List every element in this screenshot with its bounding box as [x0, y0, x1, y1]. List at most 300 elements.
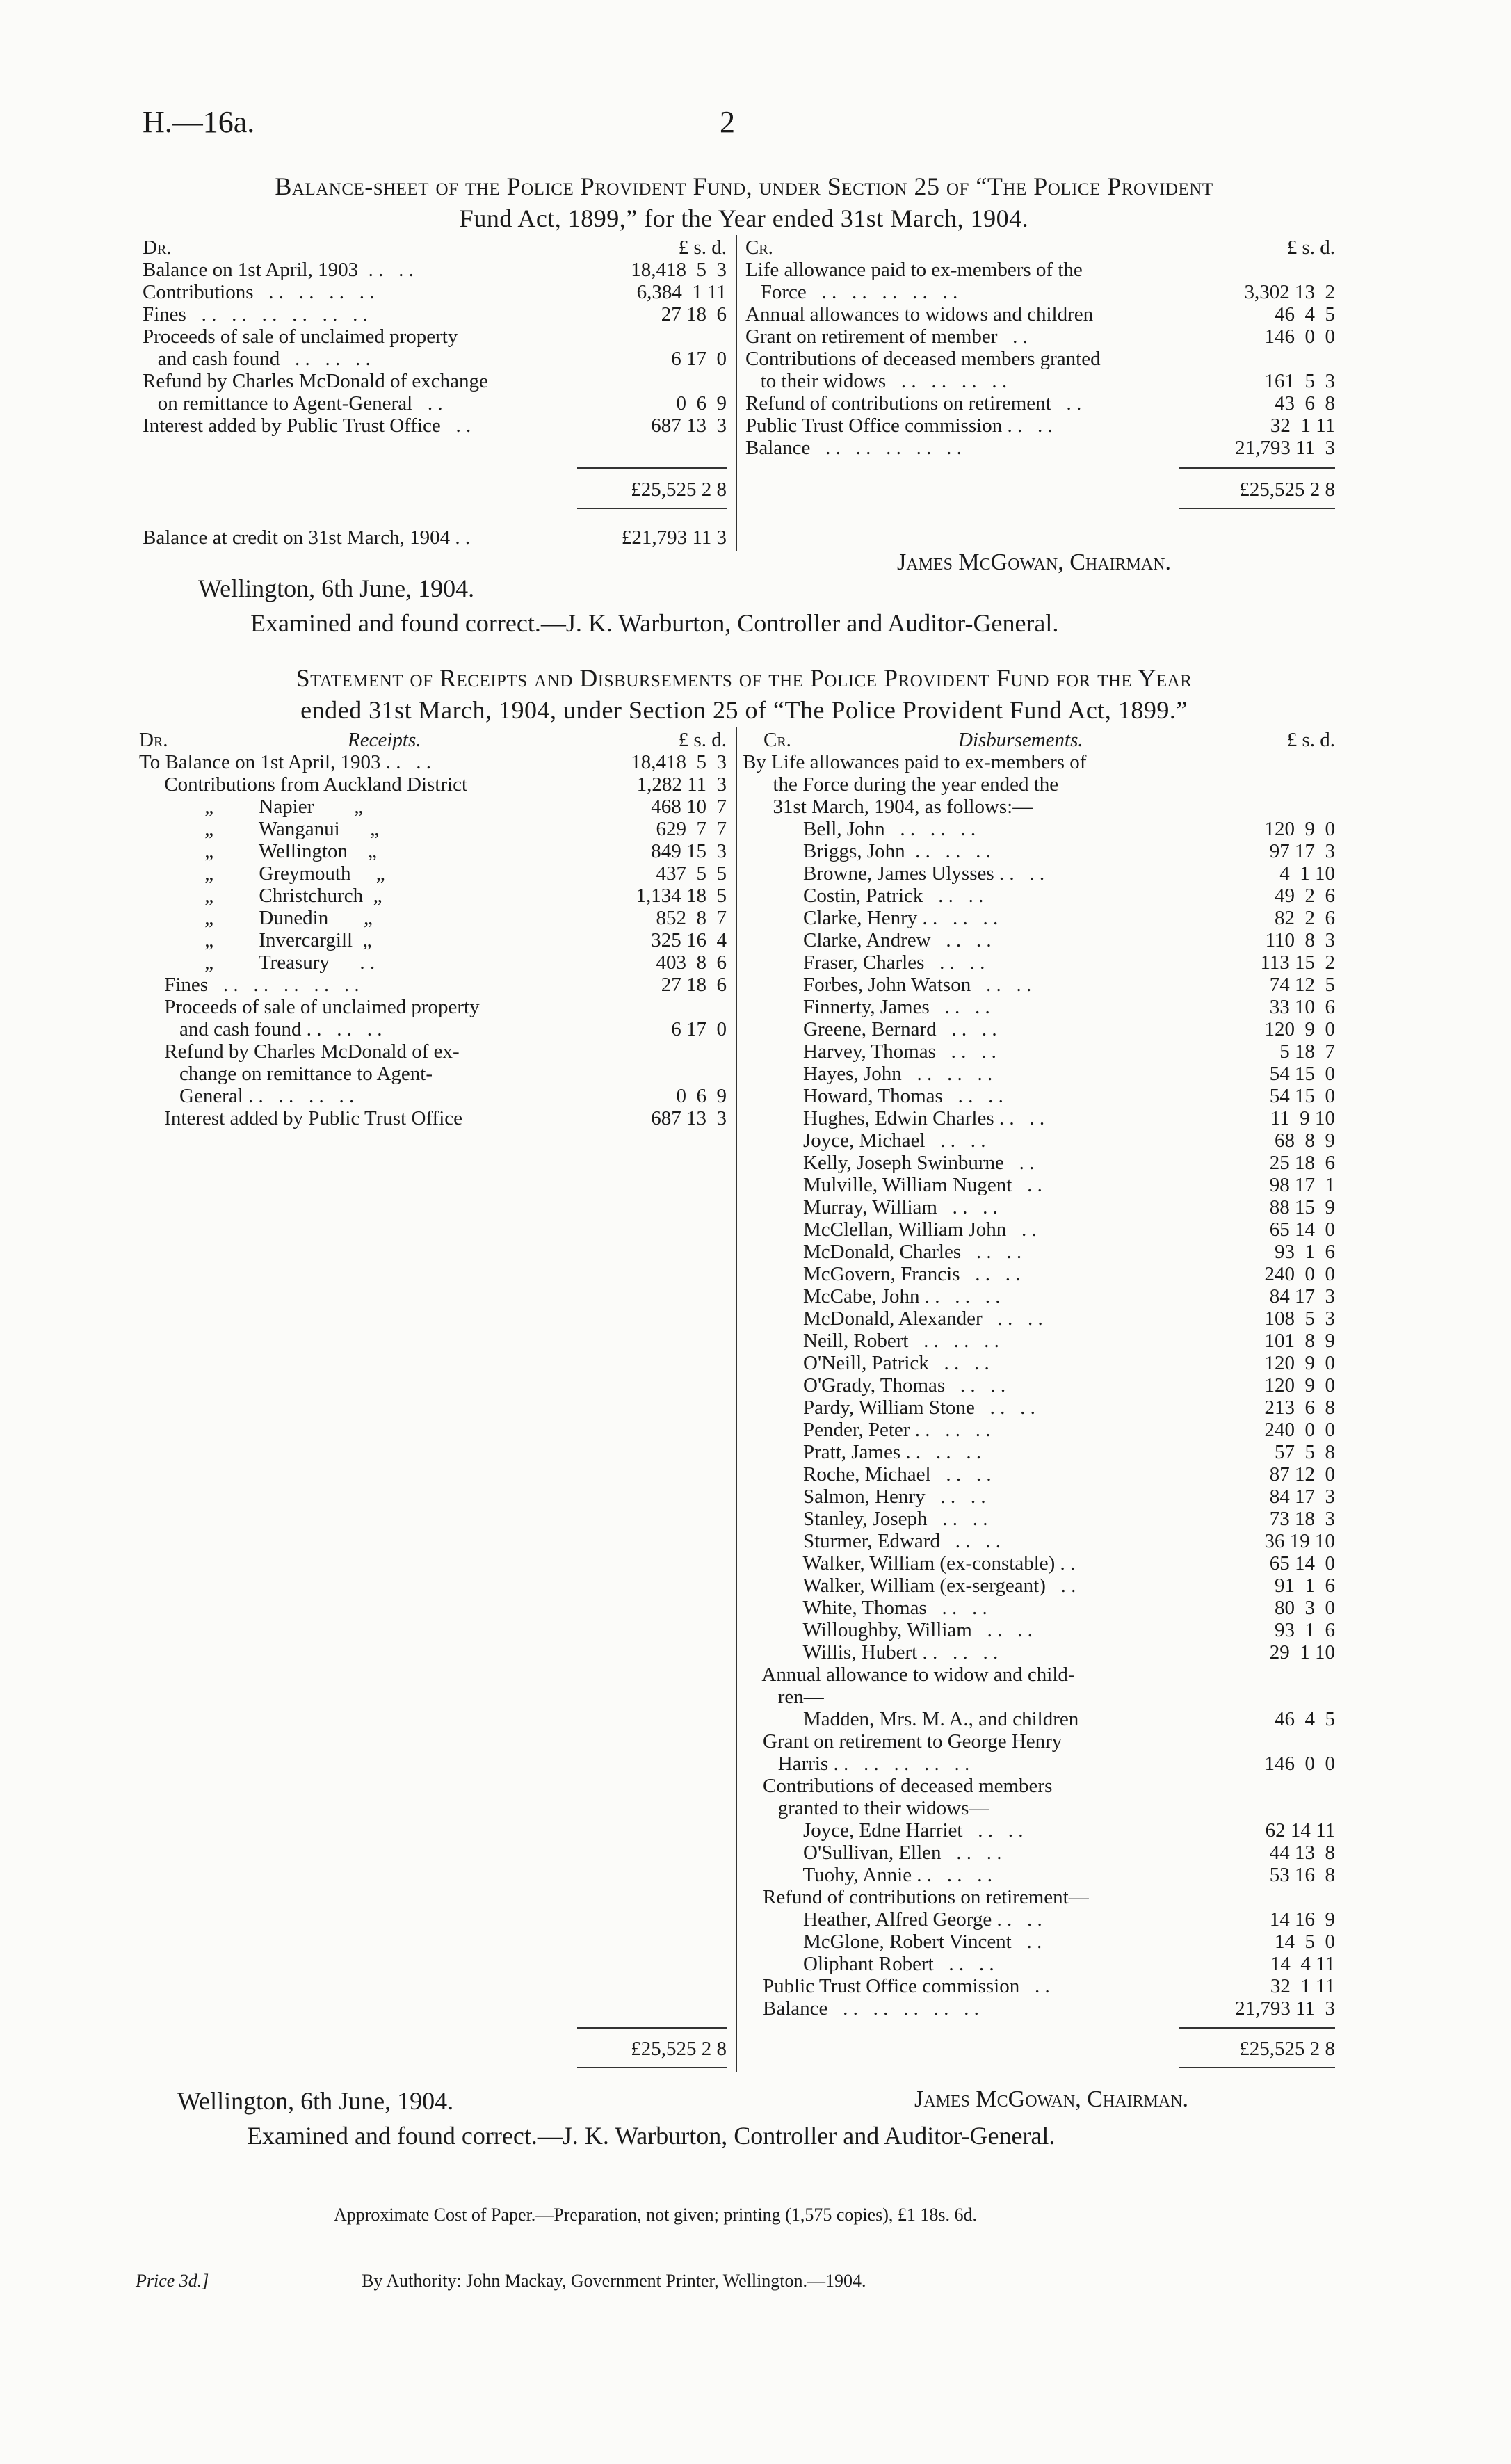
- total-rule-cr: [1179, 467, 1335, 469]
- disbursements-row: [743, 1708, 1335, 1730]
- disbursements-row-label: Tuohy, Annie . . . . . .: [743, 1864, 993, 1886]
- disbursements-row-label: the Force during the year ended the: [743, 773, 1059, 796]
- disbursements-row: [743, 1241, 1335, 1263]
- disbursements-row-amount: 84 17 3: [1269, 1485, 1335, 1508]
- disbursements-row-label: granted to their widows—: [743, 1797, 989, 1819]
- disbursements-row-label: O'Sullivan, Ellen . . . .: [743, 1842, 1002, 1864]
- receipts-row: [139, 751, 727, 773]
- receipts-row-label: „ Wanganui „: [139, 818, 380, 840]
- disbursements-row-label: Balance . . . . . . . . . .: [743, 1997, 979, 2020]
- disbursements-row-label: McClellan, William John . .: [743, 1218, 1037, 1241]
- dr-currency-heading: £ s. d.: [678, 236, 727, 259]
- disbursements-row-amount: 213 6 8: [1264, 1396, 1335, 1419]
- disbursements-row: [743, 1575, 1335, 1597]
- disbursements-row: [743, 1463, 1335, 1485]
- disbursements-row: [743, 1908, 1335, 1931]
- disbursements-row: [743, 1619, 1335, 1641]
- disbursements-row: [743, 1107, 1335, 1129]
- disbursements-row-label: Browne, James Ulysses . . . .: [743, 862, 1045, 885]
- disbursements-row: [743, 974, 1335, 996]
- disbursements-row-amount: 21,793 11 3: [1235, 1997, 1335, 2020]
- disbursements-row-label: Hayes, John . . . . . .: [743, 1063, 993, 1085]
- disbursements-row-amount: 93 1 6: [1275, 1241, 1335, 1263]
- bs-dr-row-label: and cash found . . . . . .: [143, 348, 371, 370]
- disbursements-row-label: Joyce, Edne Harriet . . . .: [743, 1819, 1024, 1842]
- cr-currency-heading: £ s. d.: [1286, 236, 1335, 259]
- total-rule-cr-bottom: [1179, 508, 1335, 509]
- bs-cr-row-amount: 3,302 13 2: [1244, 281, 1335, 303]
- disbursements-row-label: McDonald, Alexander . . . .: [743, 1307, 1043, 1330]
- receipts-row-label: „ Greymouth „: [139, 862, 385, 885]
- receipts-row-amount: 403 8 6: [656, 951, 727, 974]
- disbursements-row-label: Joyce, Michael . . . .: [743, 1129, 986, 1152]
- disbursements-row-amount: 14 4 11: [1270, 1953, 1335, 1975]
- disbursements-row-amount: 240 0 0: [1264, 1419, 1335, 1441]
- disbursements-row-label: McCabe, John . . . . . .: [743, 1285, 1001, 1307]
- disbursements-row: [743, 1374, 1335, 1396]
- disbursements-row: [743, 1886, 1335, 1908]
- receipts-row: [139, 1040, 727, 1063]
- disbursements-row-amount: 65 14 0: [1269, 1218, 1335, 1241]
- disbursements-row-amount: 84 17 3: [1269, 1285, 1335, 1307]
- bs-dr-row-label: Balance on 1st April, 1903 . . . .: [143, 259, 414, 281]
- disbursements-row-amount: 80 3 0: [1275, 1597, 1335, 1619]
- disbursements-row-amount: 120 9 0: [1264, 818, 1335, 840]
- receipts-row: [139, 818, 727, 840]
- disbursements-row: [743, 996, 1335, 1018]
- balance-sheet-dr: [143, 236, 727, 437]
- bs-cr-row-label: Balance . . . . . . . . . .: [745, 437, 962, 459]
- disbursements-row: [743, 1307, 1335, 1330]
- receipts-row: [139, 996, 727, 1018]
- disbursements-row: [743, 1530, 1335, 1552]
- disbursements-row-amount: 74 12 5: [1269, 974, 1335, 996]
- receipts-row-amount: 468 10 7: [651, 796, 727, 818]
- disbursements-row: [743, 1753, 1335, 1775]
- disbursements-row: [743, 840, 1335, 862]
- disbursements-row-label: Refund of contributions on retirement—: [743, 1886, 1089, 1908]
- disbursements-row: [743, 1085, 1335, 1107]
- disbursements-row: [743, 1330, 1335, 1352]
- receipts-row-label: Proceeds of sale of unclaimed property: [139, 996, 480, 1018]
- disbursements-row-label: Contributions of deceased members: [743, 1775, 1053, 1797]
- disbursements-row-amount: 110 8 3: [1265, 929, 1335, 951]
- disbursements-row: [743, 1352, 1335, 1374]
- disbursements-row: [743, 1285, 1335, 1307]
- receipts-row-label: Contributions from Auckland District: [139, 773, 468, 796]
- disbursements-row-label: Harris . . . . . . . . . .: [743, 1753, 970, 1775]
- receipts-subheading: Receipts.: [348, 729, 421, 751]
- receipts-row-amount: 1,282 11 3: [636, 773, 727, 796]
- disbursements-row-amount: 98 17 1: [1269, 1174, 1335, 1196]
- disbursements-row: [743, 1664, 1335, 1686]
- balance-sheet-cr-total: £25,525 2 8: [1239, 478, 1335, 501]
- receipts-row-label: Refund by Charles McDonald of ex-: [139, 1040, 460, 1063]
- disbursements-row: [743, 751, 1335, 773]
- bs-dr-row-amount: 6,384 1 11: [636, 281, 727, 303]
- disbursements-row-label: Public Trust Office commission . .: [743, 1975, 1050, 1997]
- disbursements-row: [743, 1018, 1335, 1040]
- disbursements-row-amount: 101 8 9: [1264, 1330, 1335, 1352]
- disbursements-row: [743, 1819, 1335, 1842]
- receipts-row: [139, 796, 727, 818]
- disbursements-row: [743, 1129, 1335, 1152]
- disbursements-row-label: Oliphant Robert . . . .: [743, 1953, 994, 1975]
- receipts-row: [139, 1018, 727, 1040]
- bs-dr-row: [143, 370, 727, 392]
- disbursements-row-label: Walker, William (ex-sergeant) . .: [743, 1575, 1076, 1597]
- disbursements-row-label: Mulville, William Nugent . .: [743, 1174, 1042, 1196]
- receipts-row: [139, 885, 727, 907]
- bs-cr-row-label: Force . . . . . . . . . .: [745, 281, 958, 303]
- bs-dr-row: [143, 259, 727, 281]
- disbursements-row-amount: 88 15 9: [1269, 1196, 1335, 1218]
- chairman-signature: James McGowan, Chairman.: [897, 549, 1172, 575]
- disbursements-row: [743, 1196, 1335, 1218]
- receipts-row: [139, 862, 727, 885]
- disbursements-row: [743, 907, 1335, 929]
- document-reference: H.—16a.: [143, 105, 255, 139]
- statement-column-divider: [736, 727, 737, 2072]
- disbursements-row-label: Salmon, Henry . . . .: [743, 1485, 986, 1508]
- receipts-row: [139, 974, 727, 996]
- receipts-row-label: Fines . . . . . . . . . .: [139, 974, 359, 996]
- disbursements-row-label: Pratt, James . . . . . .: [743, 1441, 982, 1463]
- disbursements-row-label: Hughes, Edwin Charles . . . .: [743, 1107, 1045, 1129]
- receipts-row-amount: 325 16 4: [651, 929, 727, 951]
- disbursements-row: [743, 1040, 1335, 1063]
- receipts-row-label: „ Napier „: [139, 796, 364, 818]
- balance-credit-amount: £21,793 11 3: [621, 526, 727, 549]
- disbursements-cr-heading: Cr.: [763, 729, 791, 751]
- total-rule-dr-bottom: [577, 508, 727, 509]
- disbursements-row-amount: 54 15 0: [1269, 1063, 1335, 1085]
- dr-heading: Dr.: [143, 236, 172, 259]
- disbursements-row: [743, 1263, 1335, 1285]
- disbursements-row-label: Roche, Michael . . . .: [743, 1463, 992, 1485]
- bs-cr-row-label: to their widows . . . . . . . .: [745, 370, 1008, 392]
- disbursements-row-label: White, Thomas . . . .: [743, 1597, 987, 1619]
- disbursements-row: [743, 1842, 1335, 1864]
- disbursements-row-label: Harvey, Thomas . . . .: [743, 1040, 996, 1063]
- bs-dr-row-amount: 18,418 5 3: [631, 259, 727, 281]
- column-divider: [736, 235, 737, 551]
- disbursements-subheading: Disbursements.: [958, 729, 1083, 751]
- disbursements-row-amount: 82 2 6: [1275, 907, 1335, 929]
- disbursements-row: [743, 1485, 1335, 1508]
- statement-title-line1: Statement of Receipts and Disbursements of the Police Provident Fund for the Year: [296, 664, 1193, 692]
- disbursements-row-label: O'Grady, Thomas . . . .: [743, 1374, 1006, 1396]
- disbursements-row-label: Willis, Hubert . . . . . .: [743, 1641, 999, 1664]
- disbursements-row-label: Heather, Alfred George . . . .: [743, 1908, 1042, 1931]
- receipts-dr-heading: Dr.: [139, 729, 168, 751]
- disbursements-row-amount: 87 12 0: [1269, 1463, 1335, 1485]
- price-note: Price 3d.]: [136, 2271, 209, 2291]
- receipts-row: [139, 951, 727, 974]
- receipts-row-amount: 0 6 9: [676, 1085, 727, 1107]
- receipts-row-amount: 687 13 3: [651, 1107, 727, 1129]
- disbursements-row-label: Clarke, Henry . . . . . .: [743, 907, 999, 929]
- bs-dr-row-amount: 6 17 0: [671, 348, 727, 370]
- bs-dr-row: [143, 325, 727, 348]
- disbursements-row-label: Willoughby, William . . . .: [743, 1619, 1033, 1641]
- disbursements-row-label: Costin, Patrick . . . .: [743, 885, 984, 907]
- disbursements-row-label: Walker, William (ex-constable) . .: [743, 1552, 1076, 1575]
- printer-authority: By Authority: John Mackay, Government Printer, Wellington.—1904.: [362, 2271, 866, 2291]
- cost-of-paper-note: Approximate Cost of Paper.—Preparation, not given; printing (1,575 copies), £1 18s. 6d.: [334, 2205, 978, 2225]
- statement-total-rule-cr: [1179, 2027, 1335, 2029]
- disbursements-row: [743, 1931, 1335, 1953]
- statement-receipts: [139, 729, 727, 1129]
- bs-cr-row-amount: 161 5 3: [1264, 370, 1335, 392]
- disbursements-row: [743, 1775, 1335, 1797]
- bs-cr-row-label: Annual allowances to widows and children: [745, 303, 1094, 325]
- disbursements-row-amount: 108 5 3: [1264, 1307, 1335, 1330]
- total-rule-dr: [577, 467, 727, 469]
- disbursements-row-amount: 120 9 0: [1264, 1352, 1335, 1374]
- bs-cr-row-label: Contributions of deceased members granted: [745, 348, 1101, 370]
- disbursements-row-amount: 11 9 10: [1270, 1107, 1335, 1129]
- disbursements-row: [743, 1641, 1335, 1664]
- disbursements-row-amount: 46 4 5: [1275, 1708, 1335, 1730]
- disbursements-row: [743, 1997, 1335, 2020]
- statement-auditor-statement: Examined and found correct.—J. K. Warburton, Controller and Auditor-General.: [247, 2122, 1056, 2150]
- disbursements-row-amount: 146 0 0: [1264, 1753, 1335, 1775]
- statement-total-rule-dr: [577, 2027, 727, 2029]
- disbursements-row-label: Greene, Bernard . . . .: [743, 1018, 997, 1040]
- bs-cr-row: [745, 281, 1335, 303]
- disbursements-row-label: Fraser, Charles . . . .: [743, 951, 985, 974]
- receipts-row-amount: 6 17 0: [671, 1018, 727, 1040]
- receipts-row: [139, 840, 727, 862]
- statement-place-date: Wellington, 6th June, 1904.: [177, 2087, 454, 2115]
- disbursements-row-amount: 65 14 0: [1269, 1552, 1335, 1575]
- receipts-row-amount: 18,418 5 3: [631, 751, 727, 773]
- disbursements-row-label: Neill, Robert . . . . . .: [743, 1330, 999, 1352]
- disbursements-row-label: ren—: [743, 1686, 824, 1708]
- bs-cr-row: [745, 437, 1335, 459]
- disbursements-row: [743, 1152, 1335, 1174]
- receipts-row-label: change on remittance to Agent-: [139, 1063, 433, 1085]
- disbursements-row-amount: 91 1 6: [1275, 1575, 1335, 1597]
- disbursements-row: [743, 1419, 1335, 1441]
- receipts-row-amount: 629 7 7: [656, 818, 727, 840]
- disbursements-row-label: Howard, Thomas . . . .: [743, 1085, 1003, 1107]
- disbursements-row: [743, 1396, 1335, 1419]
- disbursements-row-amount: 240 0 0: [1264, 1263, 1335, 1285]
- bs-cr-row: [745, 259, 1335, 281]
- balance-credit-label: Balance at credit on 31st March, 1904 . .: [143, 526, 471, 549]
- disbursements-row: [743, 796, 1335, 818]
- disbursements-row-amount: 93 1 6: [1275, 1619, 1335, 1641]
- bs-dr-row-label: Interest added by Public Trust Office . .: [143, 414, 471, 437]
- bs-cr-row: [745, 348, 1335, 370]
- bs-cr-row-amount: 43 6 8: [1275, 392, 1335, 414]
- bs-dr-row-amount: 27 18 6: [661, 303, 727, 325]
- receipts-row-label: „ Treasury . .: [139, 951, 375, 974]
- disbursements-row: [743, 929, 1335, 951]
- disbursements-row: [743, 1975, 1335, 1997]
- disbursements-row-amount: 36 19 10: [1264, 1530, 1335, 1552]
- disbursements-row: [743, 773, 1335, 796]
- disbursements-row-label: McDonald, Charles . . . .: [743, 1241, 1022, 1263]
- bs-dr-row: [143, 348, 727, 370]
- disbursements-row-amount: 54 15 0: [1269, 1085, 1335, 1107]
- bs-dr-row-amount: 0 6 9: [676, 392, 727, 414]
- disbursements-row: [743, 1218, 1335, 1241]
- disbursements-row-label: McGovern, Francis . . . .: [743, 1263, 1021, 1285]
- receipts-row-label: „ Invercargill „: [139, 929, 372, 951]
- disbursements-row: [743, 951, 1335, 974]
- disbursements-row-amount: 4 1 10: [1279, 862, 1335, 885]
- bs-cr-row: [745, 303, 1335, 325]
- bs-cr-row: [745, 325, 1335, 348]
- disbursements-row: [743, 1552, 1335, 1575]
- statement-cr-total: £25,525 2 8: [1239, 2038, 1335, 2060]
- bs-cr-row: [745, 370, 1335, 392]
- cr-heading: Cr.: [745, 236, 773, 259]
- disbursements-row-amount: 32 1 11: [1270, 1975, 1335, 1997]
- disbursements-row-amount: 97 17 3: [1269, 840, 1335, 862]
- statement-total-rule-cr-bottom: [1179, 2067, 1335, 2068]
- receipts-row-amount: 852 8 7: [656, 907, 727, 929]
- disbursements-row-amount: 120 9 0: [1264, 1018, 1335, 1040]
- disbursements-row-label: Forbes, John Watson . . . .: [743, 974, 1032, 996]
- bs-dr-row: [143, 303, 727, 325]
- bs-cr-row-label: Refund of contributions on retirement . .: [745, 392, 1082, 414]
- disbursements-row: [743, 1953, 1335, 1975]
- receipts-row: [139, 773, 727, 796]
- disbursements-row-label: Annual allowance to widow and child-: [743, 1664, 1075, 1686]
- disbursements-row-label: Stanley, Joseph . . . .: [743, 1508, 988, 1530]
- page-number: 2: [720, 105, 735, 139]
- disbursements-row-amount: 68 8 9: [1275, 1129, 1335, 1152]
- receipts-row-label: „ Christchurch „: [139, 885, 382, 907]
- receipts-row-label: and cash found . . . . . .: [139, 1018, 382, 1040]
- statement-title-line2: ended 31st March, 1904, under Section 25 of “The Police Provident Fund Act, 1899.”: [300, 696, 1188, 724]
- receipts-row: [139, 929, 727, 951]
- statement-disbursements: [743, 729, 1335, 2020]
- bs-dr-row-label: Fines . . . . . . . . . . . .: [143, 303, 368, 325]
- disbursements-row: [743, 1508, 1335, 1530]
- bs-dr-row-label: Refund by Charles McDonald of exchange: [143, 370, 488, 392]
- receipts-row-amount: 1,134 18 5: [636, 885, 727, 907]
- disbursements-row: [743, 1864, 1335, 1886]
- disbursements-row: [743, 1686, 1335, 1708]
- disbursements-row-label: Finnerty, James . . . .: [743, 996, 990, 1018]
- disbursements-row-label: Bell, John . . . . . .: [743, 818, 976, 840]
- bs-dr-row: [143, 414, 727, 437]
- disbursements-row: [743, 1063, 1335, 1085]
- disbursements-row-amount: 113 15 2: [1260, 951, 1335, 974]
- disbursements-row-label: Murray, William . . . .: [743, 1196, 998, 1218]
- disbursements-currency-heading: £ s. d.: [1286, 729, 1335, 751]
- receipts-row-label: To Balance on 1st April, 1903 . . . .: [139, 751, 432, 773]
- disbursements-row-amount: 62 14 11: [1265, 1819, 1335, 1842]
- disbursements-row-label: Briggs, John . . . . . .: [743, 840, 991, 862]
- receipts-row-amount: 849 15 3: [651, 840, 727, 862]
- bs-cr-row-label: Life allowance paid to ex-members of the: [745, 259, 1083, 281]
- disbursements-row: [743, 885, 1335, 907]
- balance-sheet-title-line2: Fund Act, 1899,” for the Year ended 31st March, 1904.: [459, 204, 1029, 232]
- bs-cr-row: [745, 392, 1335, 414]
- bs-dr-row-label: on remittance to Agent-General . .: [143, 392, 443, 414]
- disbursements-row-label: Kelly, Joseph Swinburne . .: [743, 1152, 1035, 1174]
- receipts-currency-heading: £ s. d.: [678, 729, 727, 751]
- bs-cr-row: [745, 414, 1335, 437]
- disbursements-row: [743, 1597, 1335, 1619]
- disbursements-row-amount: 14 16 9: [1269, 1908, 1335, 1931]
- place-date: Wellington, 6th June, 1904.: [198, 574, 475, 602]
- disbursements-row-amount: 14 5 0: [1275, 1931, 1335, 1953]
- disbursements-row: [743, 862, 1335, 885]
- bs-cr-row-amount: 32 1 11: [1270, 414, 1335, 437]
- statement-total-rule-dr-bottom: [577, 2067, 727, 2068]
- disbursements-row-label: Grant on retirement to George Henry: [743, 1730, 1062, 1753]
- receipts-row-label: „ Wellington „: [139, 840, 377, 862]
- disbursements-row-amount: 33 10 6: [1269, 996, 1335, 1018]
- disbursements-row-amount: 49 2 6: [1275, 885, 1335, 907]
- disbursements-row-amount: 53 16 8: [1269, 1864, 1335, 1886]
- bs-cr-row-label: Public Trust Office commission . . . .: [745, 414, 1053, 437]
- receipts-row: [139, 1107, 727, 1129]
- bs-dr-row: [143, 281, 727, 303]
- auditor-statement: Examined and found correct.—J. K. Warburton, Controller and Auditor-General.: [250, 609, 1059, 637]
- disbursements-row-label: Clarke, Andrew . . . .: [743, 929, 992, 951]
- disbursements-row: [743, 1174, 1335, 1196]
- disbursements-row: [743, 1797, 1335, 1819]
- disbursements-row-amount: 120 9 0: [1264, 1374, 1335, 1396]
- disbursements-row-label: Madden, Mrs. M. A., and children: [743, 1708, 1079, 1730]
- disbursements-row-amount: 5 18 7: [1279, 1040, 1335, 1063]
- bs-cr-row-amount: 146 0 0: [1264, 325, 1335, 348]
- receipts-row-label: General . . . . . . . .: [139, 1085, 355, 1107]
- balance-sheet-title-line1: Balance-sheet of the Police Provident Fund, under Section 25 of “The Police Provident: [275, 172, 1213, 200]
- disbursements-row: [743, 1730, 1335, 1753]
- disbursements-row-label: 31st March, 1904, as follows:—: [743, 796, 1033, 818]
- disbursements-row-label: Sturmer, Edward . . . .: [743, 1530, 1001, 1552]
- receipts-row: [139, 907, 727, 929]
- bs-cr-row-amount: 21,793 11 3: [1235, 437, 1335, 459]
- receipts-row: [139, 1085, 727, 1107]
- disbursements-row-amount: 73 18 3: [1269, 1508, 1335, 1530]
- balance-sheet-dr-total: £25,525 2 8: [631, 478, 727, 501]
- disbursements-row-label: McGlone, Robert Vincent . .: [743, 1931, 1042, 1953]
- receipts-row-label: Interest added by Public Trust Office: [139, 1107, 463, 1129]
- bs-cr-row-label: Grant on retirement of member . .: [745, 325, 1028, 348]
- bs-cr-row-amount: 46 4 5: [1275, 303, 1335, 325]
- disbursements-row-amount: 57 5 8: [1275, 1441, 1335, 1463]
- receipts-row-amount: 27 18 6: [661, 974, 727, 996]
- bs-dr-row: [143, 392, 727, 414]
- receipts-row-label: „ Dunedin „: [139, 907, 373, 929]
- disbursements-row-label: By Life allowances paid to ex-members of: [743, 751, 1087, 773]
- balance-sheet-cr: [745, 236, 1335, 459]
- disbursements-row-amount: 29 1 10: [1269, 1641, 1335, 1664]
- receipts-row: [139, 1063, 727, 1085]
- bs-dr-row-amount: 687 13 3: [651, 414, 727, 437]
- disbursements-row-label: Pardy, William Stone . . . .: [743, 1396, 1035, 1419]
- disbursements-row: [743, 818, 1335, 840]
- disbursements-row: [743, 1441, 1335, 1463]
- bs-dr-row-label: Contributions . . . . . . . .: [143, 281, 375, 303]
- disbursements-row-amount: 25 18 6: [1269, 1152, 1335, 1174]
- statement-chairman-signature: James McGowan, Chairman.: [914, 2086, 1189, 2112]
- statement-dr-total: £25,525 2 8: [631, 2038, 727, 2060]
- disbursements-row-amount: 44 13 8: [1269, 1842, 1335, 1864]
- receipts-row-amount: 437 5 5: [656, 862, 727, 885]
- disbursements-row-label: Pender, Peter . . . . . .: [743, 1419, 991, 1441]
